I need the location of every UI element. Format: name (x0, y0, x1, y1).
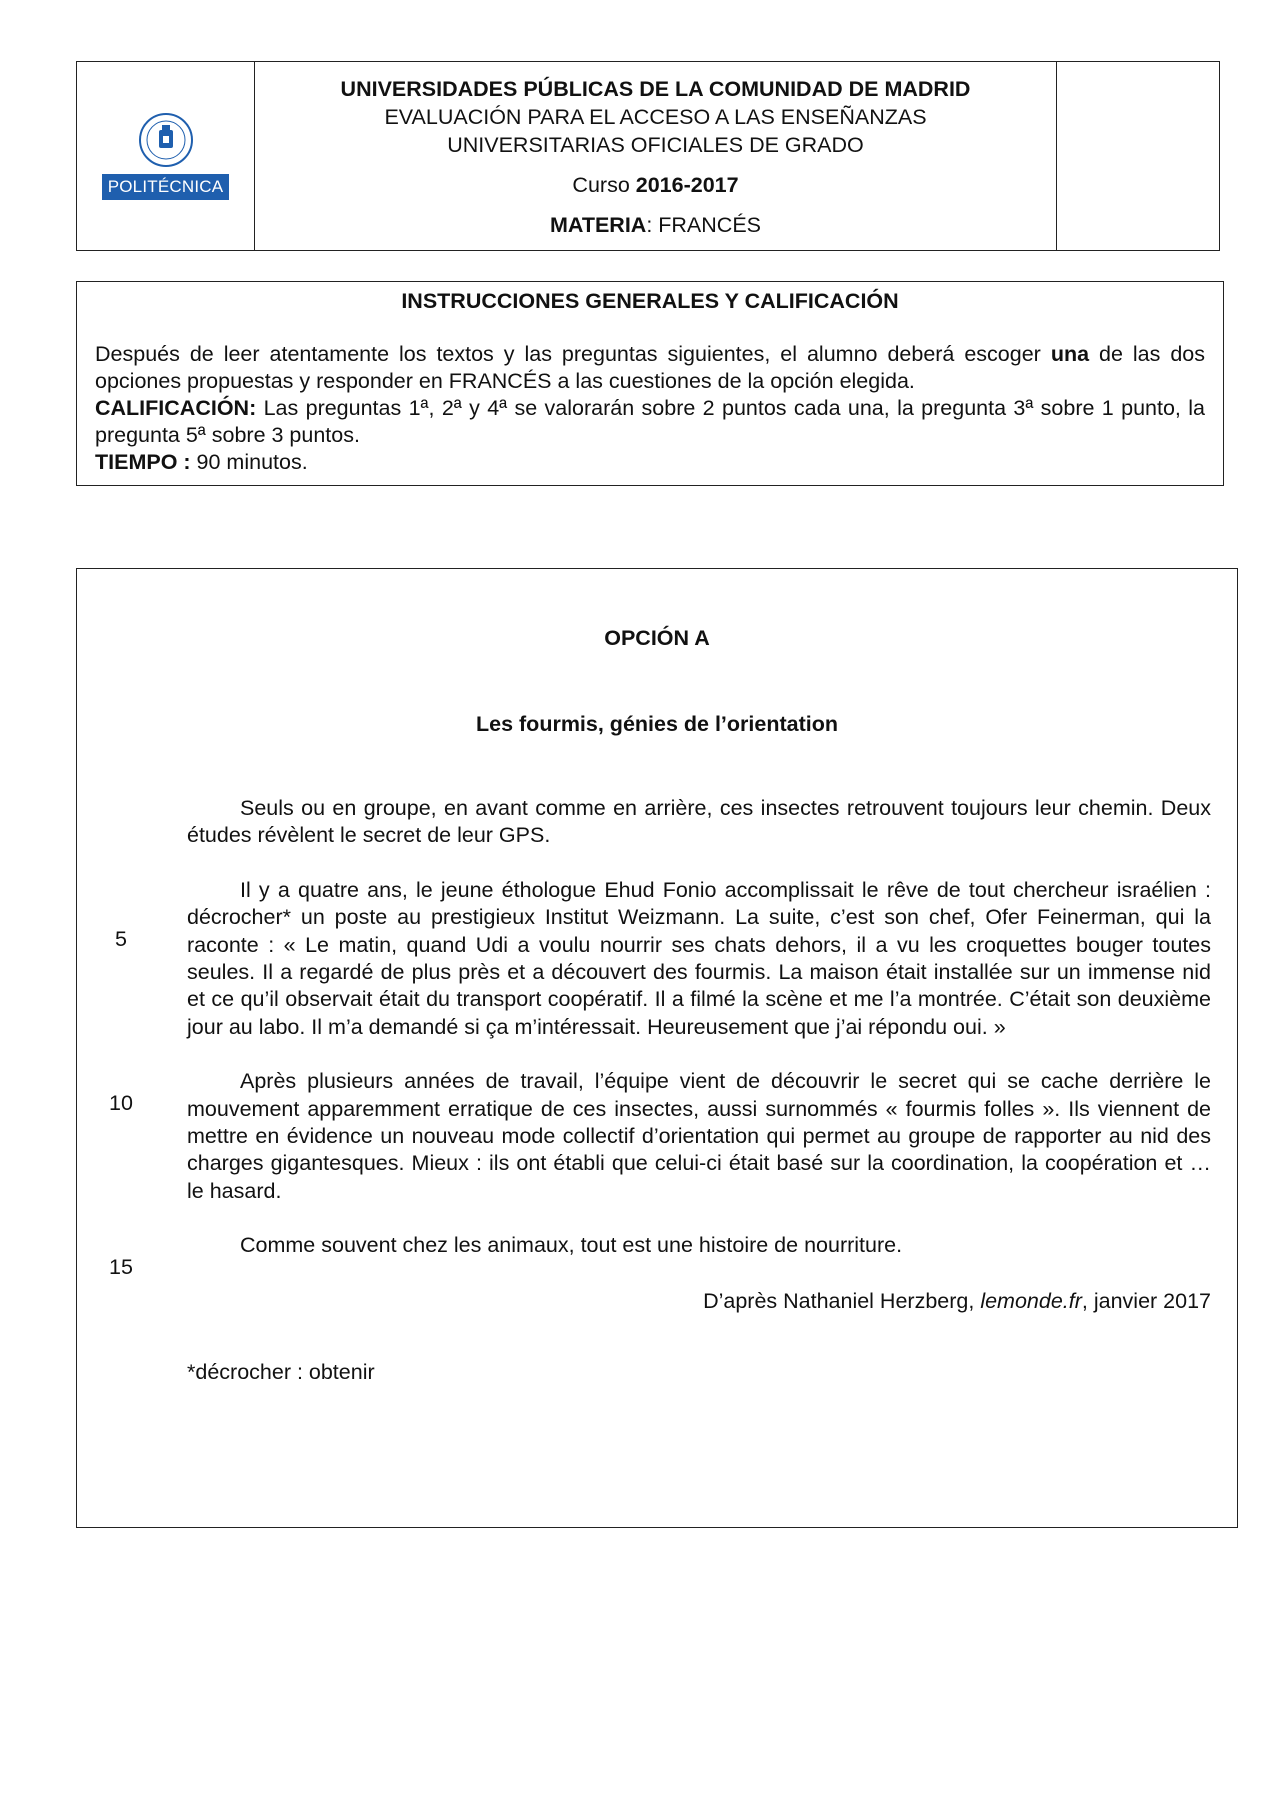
instructions-emphasis: una (1050, 342, 1090, 366)
article-paragraph: Après plusieurs années de travail, l’équipe vient de découvrir le secret qui se cache derrière le mouvement apparemment erratique de ces insectes, aussi surnommés « fourmis folles ». Ils viennent de mettre en évidence un nouveau mode collectif d’orientation qui permet au groupe de rapporter au nid des charges gigantesques. Mieux : ils ont établi que celui-ci était basé sur la coordination, la coopération et … le hasard. (187, 1069, 1211, 1203)
course-value: 2016-2017 (635, 173, 739, 197)
article-source (187, 1288, 1211, 1315)
footnote: *décrocher : obtenir (187, 1360, 375, 1385)
grading-label: CALIFICACIÓN: (95, 396, 257, 420)
grading-text: Las preguntas 1ª, 2ª y 4ª se valorarán sobre 2 puntos cada una, la pregunta 3ª sobre 1 punto, la pregunta 5ª sobre 3 puntos. (95, 396, 1205, 447)
university-seal-icon (138, 112, 194, 168)
article-body (187, 795, 1211, 1387)
time-paragraph (95, 449, 1205, 476)
article-title: Les fourmis, génies de l’orientation (476, 712, 838, 736)
header-blank-cell (1057, 62, 1219, 250)
article-paragraph: Il y a quatre ans, le jeune éthologue Ehud Fonio accomplissait le rêve de tout chercheur israélien : décrocher* un poste au prestigieux Institut Weizmann. La suite, c’est son chef, Ofer Feinerman, qui la raconte : « Le matin, quand Udi a voulu nourrir ses chats dehors, il a vu les croquettes bouger toutes seules. Il a regardé de plus près et a découvert des fourmis. La maison était installée sur un immense nid et ce qu’il observait était du transport coopératif. Il a filmé la scène et me l’a montrée. C’était son deuxième jour au labo. Il m’a demandé si ça m’intéressait. Heureusement que j’ai répondu oui. » (187, 877, 1211, 1039)
university-logo (77, 62, 255, 250)
instructions-text-end: de las dos opciones propuestas y responder en FRANCÉS a las cuestiones de la opción elegida. (95, 342, 1205, 393)
subject-value: : FRANCÉS (646, 213, 762, 237)
politecnica-label: POLITÉCNICA (102, 174, 230, 200)
article-paragraph: Comme souvent chez les animaux, tout est une histoire de nourriture. (240, 1233, 903, 1258)
header-line-3: UNIVERSITARIAS OFICIALES DE GRADO (447, 133, 864, 157)
instructions-paragraph (95, 341, 1205, 395)
line-number: 5 (115, 927, 127, 951)
time-label: TIEMPO : (95, 450, 191, 474)
course-line (255, 171, 1056, 199)
header-line-1: UNIVERSIDADES PÚBLICAS DE LA COMUNIDAD DE MADRID (340, 77, 971, 101)
instructions-title: INSTRUCCIONES GENERALES Y CALIFICACIÓN (401, 289, 899, 313)
header-line-2: EVALUACIÓN PARA EL ACCESO A LAS ENSEÑANZAS (384, 105, 927, 129)
source-date: , janvier 2017 (1081, 1288, 1211, 1313)
article-paragraph: Seuls ou en groupe, en avant comme en arrière, ces insectes retrouvent toujours leur chemin. Deux études révèlent le secret de leur GPS. (187, 796, 1211, 848)
subject-label: MATERIA (549, 213, 647, 237)
grading-paragraph (95, 395, 1205, 449)
instructions-box (76, 281, 1224, 486)
instructions-text: Después de leer atentamente los textos y las preguntas siguientes, el alumno deberá escoger (95, 342, 1051, 366)
line-number: 10 (109, 1091, 133, 1115)
source-author: D’après Nathaniel Herzberg, (703, 1288, 981, 1313)
header-titles (255, 62, 1057, 250)
line-number: 15 (109, 1255, 133, 1279)
option-a-box (76, 568, 1238, 1528)
time-text: 90 minutos. (190, 450, 308, 474)
course-label: Curso (572, 173, 636, 197)
option-title: OPCIÓN A (604, 626, 710, 650)
header-table (76, 61, 1220, 251)
subject-line (255, 211, 1056, 239)
source-site: lemonde.fr (980, 1288, 1082, 1313)
